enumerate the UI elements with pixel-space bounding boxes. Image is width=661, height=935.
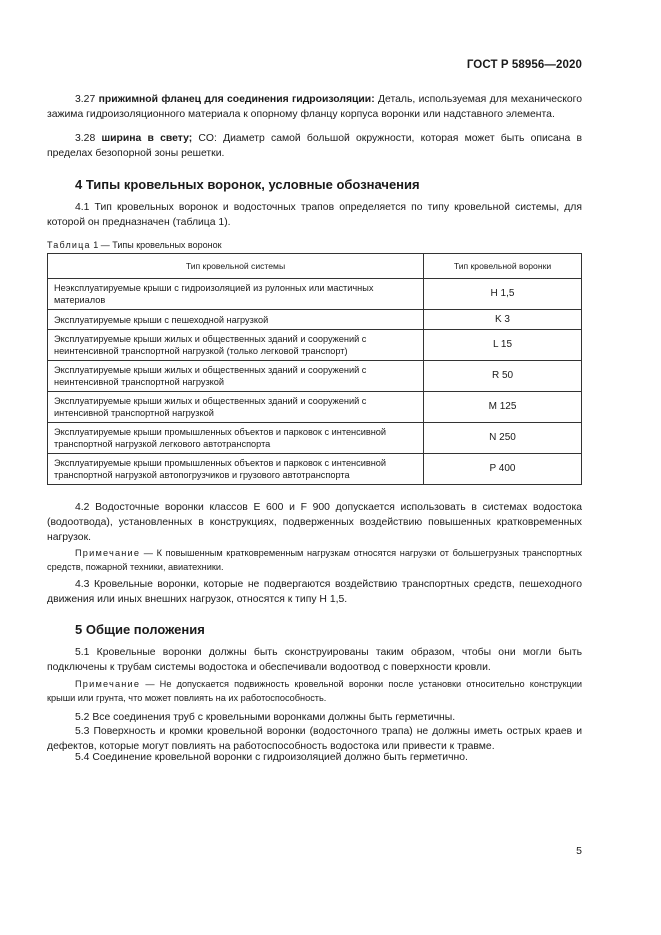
- cell-system: Эксплуатируемые крыши жилых и общественных зданий и сооружений с неинтенсивной транспортной нагрузкой: [48, 361, 424, 392]
- table-row: [48, 361, 582, 392]
- cell-type: P 400: [424, 454, 582, 485]
- table-row: [48, 330, 582, 361]
- note-label: Примечание: [75, 679, 141, 689]
- clause-4-3: 4.3 Кровельные воронки, которые не подвергаются воздействию транспортных средств, пешеходного движения или иных внешних нагрузок, относятся к типу H 1,5.: [47, 579, 582, 605]
- page-number: 5: [576, 845, 582, 857]
- section-5-title: 5 Общие положения: [75, 622, 205, 637]
- table-header-row: [48, 254, 582, 279]
- cell-system: Эксплуатируемые крыши жилых и общественных зданий и сооружений с интенсивной транспортной нагрузкой: [48, 392, 424, 423]
- cell-system: Эксплуатируемые крыши промышленных объектов и парковок с интенсивной транспортной нагрузкой легкового автотранспорта: [48, 423, 424, 454]
- cell-type: M 125: [424, 392, 582, 423]
- table-row: [48, 392, 582, 423]
- cell-system: Эксплуатируемые крыши промышленных объектов и парковок с интенсивной транспортной нагрузкой автопогрузчиков и грузового автотранспорта: [48, 454, 424, 485]
- note-5-1: [47, 677, 582, 705]
- clause-5-4: 5.4 Соединение кровельной воронки с гидроизоляцией должно быть герметично.: [75, 752, 468, 763]
- table-row: [48, 310, 582, 330]
- note-label: Примечание: [75, 548, 141, 558]
- cell-type: R 50: [424, 361, 582, 392]
- clause-3-27: [47, 92, 582, 122]
- standard-header: ГОСТ Р 58956—2020: [466, 59, 582, 71]
- table-caption: [47, 240, 222, 250]
- clause-definition: Деталь, используемая для механического зажима гидроизоляционного материала к опорному фланцу корпуса воронки или надставного элемента.: [47, 94, 582, 120]
- roof-drain-types-table: [47, 253, 582, 485]
- col-header-system: Тип кровельной системы: [48, 254, 424, 279]
- cell-type: L 15: [424, 330, 582, 361]
- cell-type: K 3: [424, 310, 582, 330]
- clause-3-28: [47, 131, 582, 161]
- clause-5-2: 5.2 Все соединения труб с кровельными воронками должны быть герметичны.: [75, 712, 456, 723]
- note-4-2: [47, 546, 582, 574]
- clause-4-1: 4.1 Тип кровельных воронок и водосточных трапов определяется по типу кровельной системы, для которой он предназначен (таблица 1).: [47, 202, 582, 228]
- col-header-drain-type: Тип кровельной воронки: [424, 254, 582, 279]
- note-text: — Не допускается подвижность кровельной воронки после установки относительно конструкции крыши или грунта, что может повлиять на их работоспособность.: [47, 679, 582, 703]
- cell-system: Эксплуатируемые крыши жилых и общественных зданий и сооружений с неинтенсивной транспортной нагрузкой (только легковой транспорт): [48, 330, 424, 361]
- clause-definition: CO: Диаметр самой большой окружности, которая может быть описана в пределах безопорной зоны решетки.: [47, 133, 582, 159]
- table-row: [48, 279, 582, 310]
- clause-4-2: 4.2 Водосточные воронки классов E 600 и F 900 допускается использовать в системах водостока (водоотвода), установленных в конструкциях, подверженных воздействию повышенных кратковременных нагрузок.: [47, 502, 582, 543]
- clause-5-3: 5.3 Поверхность и кромки кровельной воронки (водосточного трапа) не должны иметь острых краев и дефектов, которые могут повлиять на работоспособность водостока или привести к травме.: [47, 726, 582, 752]
- clause-term: прижимной фланец для соединения гидроизоляции:: [98, 94, 375, 105]
- cell-system: Неэксплуатируемые крыши с гидроизоляцией из рулонных или мастичных материалов: [48, 279, 424, 310]
- clause-number: 3.27: [75, 94, 96, 105]
- cell-type: N 250: [424, 423, 582, 454]
- table-caption-prefix: Таблица: [47, 240, 91, 250]
- table-caption-text: 1 — Типы кровельных воронок: [93, 240, 222, 250]
- clause-term: ширина в свету;: [101, 133, 193, 144]
- clause-5-1: 5.1 Кровельные воронки должны быть сконструированы таким образом, чтобы они могли быть подключены к трубам системы водостока и обеспечивали водоотвод с поверхности кровли.: [47, 647, 582, 673]
- cell-system: Эксплуатируемые крыши с пешеходной нагрузкой: [48, 310, 424, 330]
- section-4-title: 4 Типы кровельных воронок, условные обозначения: [75, 177, 420, 192]
- note-text: — К повышенным кратковременным нагрузкам относятся нагрузки от большегрузных транспортных средств, пожарной техники, авиатехники.: [47, 548, 582, 572]
- clause-number: 3.28: [75, 133, 96, 144]
- table-row: [48, 423, 582, 454]
- cell-type: H 1,5: [424, 279, 582, 310]
- table-row: [48, 454, 582, 485]
